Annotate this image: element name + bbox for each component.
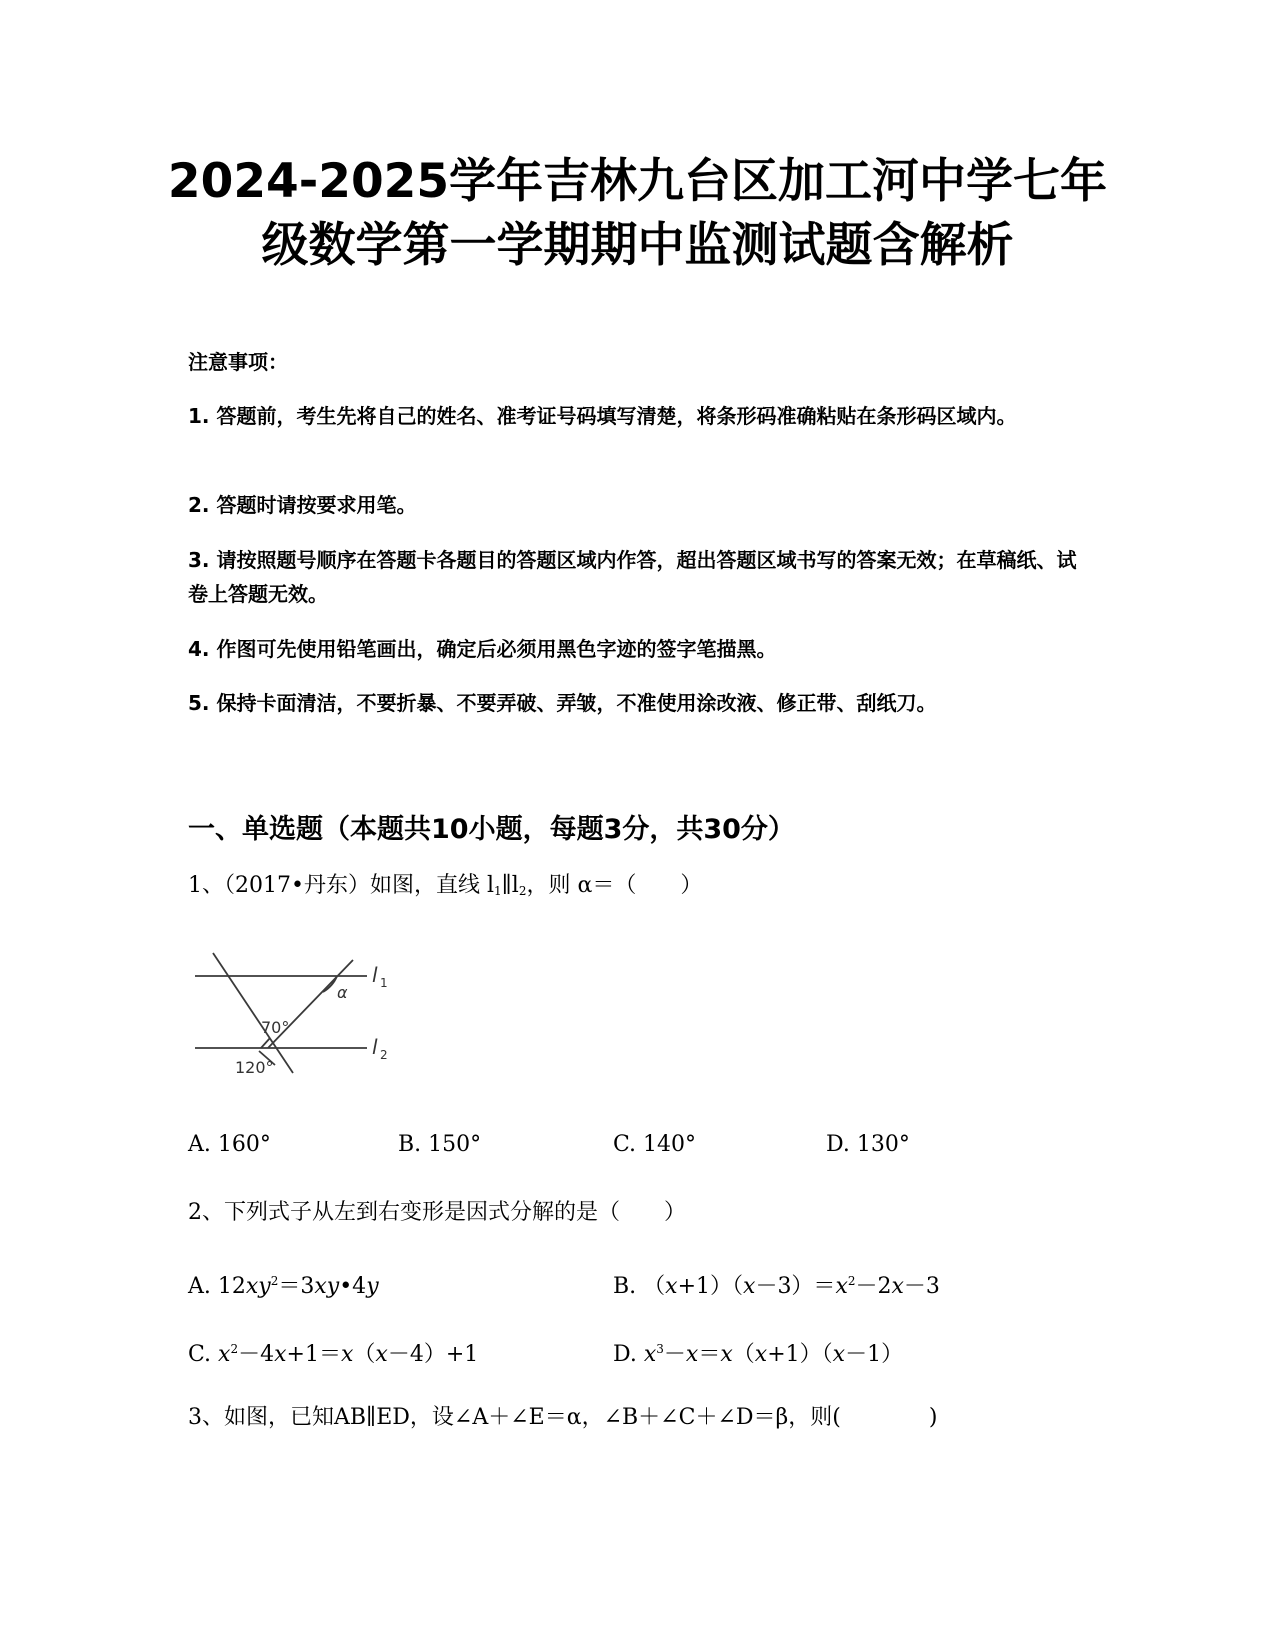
q2-option-d	[613, 1334, 903, 1370]
q2b-var: x	[835, 1274, 848, 1299]
q2c-exp: 2	[230, 1342, 239, 1356]
q2a-var: xy	[245, 1274, 271, 1299]
q2c-var: x	[375, 1342, 388, 1367]
q2a-var: y	[366, 1274, 379, 1299]
q2d-text: －1）	[845, 1342, 904, 1367]
q2-option-a	[188, 1266, 379, 1302]
q1-option-d: D. 130°	[826, 1132, 910, 1157]
q2c-label: C.	[188, 1342, 219, 1367]
q1-sub-1: 1	[494, 884, 502, 898]
question-1-figure	[195, 945, 405, 1075]
note-item-5: 5. 保持卡面清洁，不要折暴、不要弄破、弄皱，不准使用涂改液、修正带、刮纸刀。	[188, 691, 937, 715]
q1-option-b: B. 150°	[398, 1132, 482, 1157]
q1-mid: ∥l	[501, 873, 519, 898]
q2c-text: （	[353, 1342, 376, 1367]
q1-option-c: C. 140°	[613, 1132, 697, 1157]
note-item-1: 1. 答题前，考生先将自己的姓名、准考证号码填写清楚，将条形码准确粘贴在条形码区域内。	[188, 404, 1017, 428]
q2b-text: +1）（	[677, 1274, 744, 1299]
q2c-var: x	[340, 1342, 354, 1367]
page-title-line-1: 2024-2025学年吉林九台区加工河中学七年	[167, 154, 1108, 209]
label-l2: l	[372, 1035, 378, 1059]
q2d-var: x	[685, 1342, 699, 1367]
q2d-text: （	[732, 1342, 755, 1367]
q2b-var: x	[891, 1274, 904, 1299]
label-l1: l	[372, 963, 378, 987]
question-3-stem: 3、如图，已知AB∥ED，设∠A＋∠E＝α，∠B＋∠C＋∠D＝β，则( )	[188, 1405, 938, 1430]
q2-option-c	[188, 1334, 478, 1370]
q2b-label: B. （	[613, 1274, 666, 1299]
q2b-text: －3	[903, 1274, 940, 1299]
q2d-var: x	[643, 1342, 657, 1367]
notes-heading: 注意事项：	[188, 350, 288, 374]
q2d-var: x	[720, 1342, 733, 1367]
question-1-stem	[188, 871, 702, 906]
q2b-text: －3）＝	[755, 1274, 836, 1299]
q2d-label: D.	[613, 1342, 644, 1367]
section-heading-single-choice: 一、单选题（本题共10小题，每题3分，共30分）	[188, 814, 795, 845]
q2b-var: x	[743, 1274, 756, 1299]
q2-option-b	[613, 1266, 940, 1302]
q2c-var: x	[274, 1342, 287, 1367]
q2a-label: A. 12	[188, 1274, 246, 1299]
label-alpha: α	[337, 983, 348, 1002]
q2a-text: •4	[339, 1274, 367, 1299]
q2c-text: －4	[238, 1342, 275, 1367]
q2d-text: －	[663, 1342, 686, 1367]
question-2-stem: 2、下列式子从左到右变形是因式分解的是（ ）	[188, 1200, 686, 1225]
q2b-var: x	[665, 1274, 678, 1299]
q2a-exp: 2	[270, 1274, 279, 1288]
page-title-line-2: 级数学第一学期期中监测试题含解析	[261, 218, 1014, 273]
q1-suffix: ，则 α＝（ ）	[526, 873, 703, 898]
label-70-degree: 70°	[261, 1018, 290, 1037]
note-item-2: 2. 答题时请按要求用笔。	[188, 493, 417, 517]
label-l1-sub: 1	[380, 976, 388, 990]
q1-option-a: A. 160°	[188, 1132, 271, 1157]
q2c-var: x	[218, 1342, 231, 1367]
label-l2-sub: 2	[380, 1048, 388, 1062]
q2c-text: +1＝	[286, 1342, 341, 1367]
q2d-var: x	[832, 1342, 846, 1367]
note-item-4: 4. 作图可先使用铅笔画出，确定后必须用黑色字迹的签字笔描黑。	[188, 637, 777, 661]
q2b-exp: 2	[847, 1274, 856, 1288]
q1-prefix: 1、（2017•丹东）如图，直线 l	[188, 873, 494, 898]
q1-sub-2: 2	[518, 884, 527, 898]
q2a-var: xy	[314, 1274, 340, 1299]
q2d-var: x	[754, 1342, 768, 1367]
q2d-text: +1）（	[767, 1342, 833, 1367]
label-120-degree: 120°	[235, 1058, 274, 1075]
q2d-text: ＝	[698, 1342, 721, 1367]
q2b-text: －2	[855, 1274, 892, 1299]
note-item-3: 3. 请按照题号顺序在答题卡各题目的答题区域内作答，超出答题区域书写的答案无效；在草稿纸、试卷上答题无效。	[188, 548, 1077, 606]
transversal-left	[213, 953, 293, 1073]
q2d-exp: 3	[656, 1342, 664, 1356]
q2c-text: －4）+1	[387, 1342, 479, 1367]
q2a-text: ＝3	[278, 1274, 315, 1299]
